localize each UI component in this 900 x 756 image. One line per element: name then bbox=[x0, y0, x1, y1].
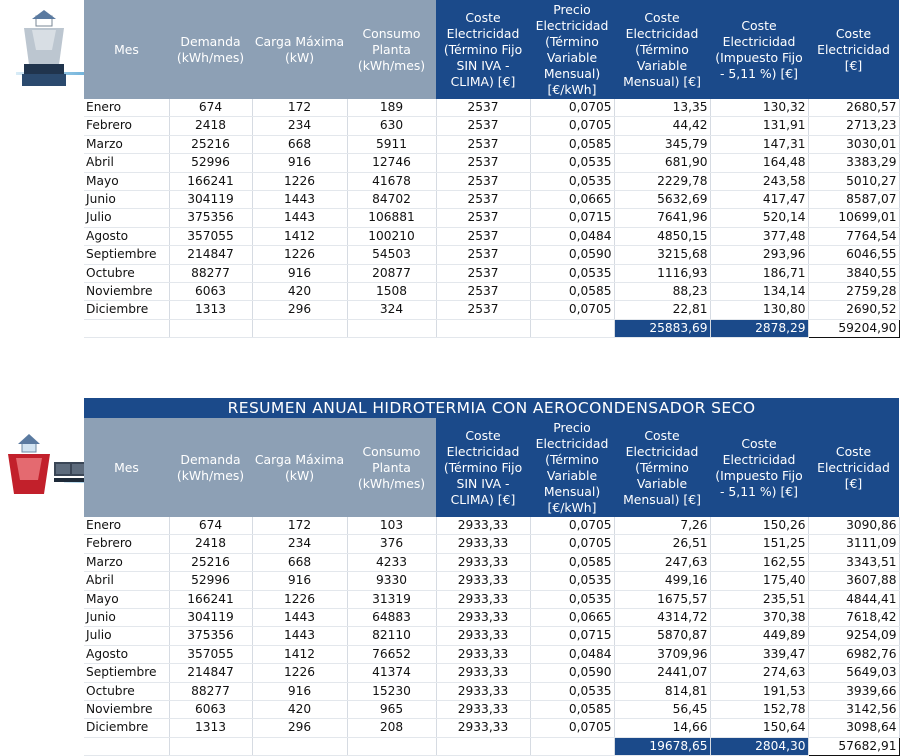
cell-mes: Abril bbox=[84, 572, 169, 590]
cell-fijo: 2933,33 bbox=[436, 682, 530, 700]
cell-carga: 916 bbox=[252, 264, 347, 282]
cell-precio: 0,0705 bbox=[530, 99, 614, 117]
cell-carga: 420 bbox=[252, 701, 347, 719]
table-row bbox=[84, 553, 899, 571]
cell-demanda: 357055 bbox=[169, 227, 252, 245]
cell-total: 3607,88 bbox=[808, 572, 899, 590]
cell-impuesto: 370,38 bbox=[710, 609, 808, 627]
cell-consumo: 630 bbox=[347, 117, 436, 135]
cell-total: 2759,28 bbox=[808, 283, 899, 301]
cell-variable: 88,23 bbox=[614, 283, 710, 301]
cell-fijo: 2537 bbox=[436, 209, 530, 227]
cell-consumo: 64883 bbox=[347, 609, 436, 627]
col-fijo-header: Coste Electricidad (Término Fijo SIN IVA - CLIMA) [€] bbox=[436, 0, 530, 99]
col-demanda-header: Demanda (kWh/mes) bbox=[169, 418, 252, 517]
cell-demanda: 88277 bbox=[169, 682, 252, 700]
cell-demanda: 1313 bbox=[169, 719, 252, 737]
cell-demanda: 52996 bbox=[169, 572, 252, 590]
cell-carga: 916 bbox=[252, 682, 347, 700]
cell-precio: 0,0484 bbox=[530, 645, 614, 663]
cell-consumo: 41374 bbox=[347, 664, 436, 682]
cell-consumo: 9330 bbox=[347, 572, 436, 590]
cell-fijo: 2933,33 bbox=[436, 719, 530, 737]
cell-carga: 1226 bbox=[252, 246, 347, 264]
cell-demanda: 375356 bbox=[169, 209, 252, 227]
cell-carga: 296 bbox=[252, 301, 347, 319]
cell-total: 3098,64 bbox=[808, 719, 899, 737]
cell-fijo: 2933,33 bbox=[436, 590, 530, 608]
cell-impuesto: 147,31 bbox=[710, 135, 808, 153]
cell-total: 4844,41 bbox=[808, 590, 899, 608]
cell-precio: 0,0665 bbox=[530, 191, 614, 209]
cell-carga: 172 bbox=[252, 517, 347, 535]
cell-mes: Marzo bbox=[84, 135, 169, 153]
cell-impuesto: 191,53 bbox=[710, 682, 808, 700]
cell-fijo: 2537 bbox=[436, 301, 530, 319]
total-coste: 59204,90 bbox=[808, 319, 899, 337]
totals-row bbox=[84, 319, 899, 337]
cell-total: 9254,09 bbox=[808, 627, 899, 645]
cell-total: 7764,54 bbox=[808, 227, 899, 245]
cell-consumo: 965 bbox=[347, 701, 436, 719]
cell-mes: Diciembre bbox=[84, 301, 169, 319]
cell-mes: Febrero bbox=[84, 535, 169, 553]
cell-fijo: 2933,33 bbox=[436, 701, 530, 719]
cell-precio: 0,0535 bbox=[530, 590, 614, 608]
cell-total: 6046,55 bbox=[808, 246, 899, 264]
cell-mes: Abril bbox=[84, 154, 169, 172]
cell-mes: Septiembre bbox=[84, 664, 169, 682]
cell-demanda: 375356 bbox=[169, 627, 252, 645]
cell-impuesto: 134,14 bbox=[710, 283, 808, 301]
cell-total: 6982,76 bbox=[808, 645, 899, 663]
cell-demanda: 166241 bbox=[169, 590, 252, 608]
cell-variable: 2441,07 bbox=[614, 664, 710, 682]
cell-variable: 4850,15 bbox=[614, 227, 710, 245]
cell-carga: 1443 bbox=[252, 627, 347, 645]
cell-fijo: 2537 bbox=[436, 283, 530, 301]
cell-mes: Noviembre bbox=[84, 701, 169, 719]
cell-demanda: 88277 bbox=[169, 264, 252, 282]
table-header-row bbox=[84, 418, 899, 517]
cell-precio: 0,0535 bbox=[530, 572, 614, 590]
cell-demanda: 25216 bbox=[169, 553, 252, 571]
cell-demanda: 25216 bbox=[169, 135, 252, 153]
cell-consumo: 20877 bbox=[347, 264, 436, 282]
cell-impuesto: 520,14 bbox=[710, 209, 808, 227]
cell-consumo: 189 bbox=[347, 99, 436, 117]
cell-precio: 0,0535 bbox=[530, 172, 614, 190]
table-row bbox=[84, 264, 899, 282]
cell-impuesto: 339,47 bbox=[710, 645, 808, 663]
table-row bbox=[84, 135, 899, 153]
cell-fijo: 2537 bbox=[436, 191, 530, 209]
cell-impuesto: 235,51 bbox=[710, 590, 808, 608]
cell-mes: Marzo bbox=[84, 553, 169, 571]
table-row bbox=[84, 301, 899, 319]
cell-fijo: 2537 bbox=[436, 154, 530, 172]
cell-precio: 0,0715 bbox=[530, 627, 614, 645]
cell-demanda: 52996 bbox=[169, 154, 252, 172]
cell-impuesto: 377,48 bbox=[710, 227, 808, 245]
cell-precio: 0,0484 bbox=[530, 227, 614, 245]
cell-variable: 5632,69 bbox=[614, 191, 710, 209]
cell-impuesto: 417,47 bbox=[710, 191, 808, 209]
cell-carga: 1226 bbox=[252, 590, 347, 608]
table-header-row bbox=[84, 0, 899, 99]
cell-fijo: 2537 bbox=[436, 264, 530, 282]
cell-impuesto: 175,40 bbox=[710, 572, 808, 590]
cost-table-1 bbox=[84, 0, 900, 338]
cell-variable: 14,66 bbox=[614, 719, 710, 737]
cell-total: 7618,42 bbox=[808, 609, 899, 627]
cell-demanda: 304119 bbox=[169, 609, 252, 627]
cell-mes: Enero bbox=[84, 99, 169, 117]
cell-variable: 22,81 bbox=[614, 301, 710, 319]
cell-variable: 7641,96 bbox=[614, 209, 710, 227]
cell-mes: Enero bbox=[84, 517, 169, 535]
table-row bbox=[84, 154, 899, 172]
col-demanda-header: Demanda (kWh/mes) bbox=[169, 0, 252, 99]
table-row bbox=[84, 283, 899, 301]
cell-impuesto: 243,58 bbox=[710, 172, 808, 190]
cell-demanda: 674 bbox=[169, 517, 252, 535]
total-impuesto: 2804,30 bbox=[710, 737, 808, 755]
cell-consumo: 376 bbox=[347, 535, 436, 553]
cell-impuesto: 150,26 bbox=[710, 517, 808, 535]
col-consumo-header: Consumo Planta (kWh/mes) bbox=[347, 0, 436, 99]
cell-variable: 681,90 bbox=[614, 154, 710, 172]
cell-variable: 3709,96 bbox=[614, 645, 710, 663]
cell-carga: 234 bbox=[252, 535, 347, 553]
cell-precio: 0,0705 bbox=[530, 117, 614, 135]
cell-precio: 0,0535 bbox=[530, 264, 614, 282]
cell-carga: 1412 bbox=[252, 645, 347, 663]
col-consumo-header: Consumo Planta (kWh/mes) bbox=[347, 418, 436, 517]
cell-total: 3939,66 bbox=[808, 682, 899, 700]
table-row bbox=[84, 246, 899, 264]
cell-precio: 0,0585 bbox=[530, 283, 614, 301]
cell-demanda: 2418 bbox=[169, 535, 252, 553]
cell-consumo: 106881 bbox=[347, 209, 436, 227]
cell-mes: Noviembre bbox=[84, 283, 169, 301]
cell-variable: 2229,78 bbox=[614, 172, 710, 190]
cell-variable: 247,63 bbox=[614, 553, 710, 571]
cell-fijo: 2933,33 bbox=[436, 572, 530, 590]
cell-demanda: 166241 bbox=[169, 172, 252, 190]
col-precio-header: Precio Electricidad (Término Variable Mensual) [€/kWh] bbox=[530, 0, 614, 99]
table-row bbox=[84, 535, 899, 553]
cell-impuesto: 164,48 bbox=[710, 154, 808, 172]
table-row bbox=[84, 590, 899, 608]
cell-carga: 1443 bbox=[252, 191, 347, 209]
cell-carga: 1412 bbox=[252, 227, 347, 245]
cell-consumo: 41678 bbox=[347, 172, 436, 190]
cell-impuesto: 293,96 bbox=[710, 246, 808, 264]
cell-carga: 296 bbox=[252, 719, 347, 737]
cell-variable: 13,35 bbox=[614, 99, 710, 117]
table-row bbox=[84, 664, 899, 682]
col-mes-header: Mes bbox=[84, 0, 169, 99]
cell-variable: 499,16 bbox=[614, 572, 710, 590]
cell-carga: 234 bbox=[252, 117, 347, 135]
cell-fijo: 2933,33 bbox=[436, 609, 530, 627]
cell-consumo: 15230 bbox=[347, 682, 436, 700]
cell-consumo: 100210 bbox=[347, 227, 436, 245]
cell-total: 5649,03 bbox=[808, 664, 899, 682]
cell-impuesto: 162,55 bbox=[710, 553, 808, 571]
col-carga-header: Carga Máxima (kW) bbox=[252, 418, 347, 517]
cell-total: 3111,09 bbox=[808, 535, 899, 553]
cell-consumo: 82110 bbox=[347, 627, 436, 645]
table-2-title: RESUMEN ANUAL HIDROTERMIA CON AEROCONDENSADOR SECO bbox=[84, 398, 899, 418]
col-fijo-header: Coste Electricidad (Término Fijo SIN IVA - CLIMA) [€] bbox=[436, 418, 530, 517]
cell-total: 3840,55 bbox=[808, 264, 899, 282]
cell-mes: Junio bbox=[84, 191, 169, 209]
cell-variable: 7,26 bbox=[614, 517, 710, 535]
col-variable-header: Coste Electricidad (Término Variable Mensual) [€] bbox=[614, 418, 710, 517]
total-coste: 57682,91 bbox=[808, 737, 899, 755]
cell-carga: 916 bbox=[252, 154, 347, 172]
cell-variable: 44,42 bbox=[614, 117, 710, 135]
table-row bbox=[84, 719, 899, 737]
cell-consumo: 324 bbox=[347, 301, 436, 319]
cell-total: 8587,07 bbox=[808, 191, 899, 209]
table-row bbox=[84, 701, 899, 719]
cell-total: 2713,23 bbox=[808, 117, 899, 135]
cell-variable: 5870,87 bbox=[614, 627, 710, 645]
cell-precio: 0,0590 bbox=[530, 246, 614, 264]
cell-precio: 0,0705 bbox=[530, 535, 614, 553]
cell-carga: 1226 bbox=[252, 664, 347, 682]
col-impuesto-header: Coste Electricidad (Impuesto Fijo - 5,11 %) [€] bbox=[710, 0, 808, 99]
cell-impuesto: 186,71 bbox=[710, 264, 808, 282]
cell-impuesto: 274,63 bbox=[710, 664, 808, 682]
cell-precio: 0,0585 bbox=[530, 553, 614, 571]
cell-fijo: 2933,33 bbox=[436, 517, 530, 535]
col-mes-header: Mes bbox=[84, 418, 169, 517]
cell-total: 10699,01 bbox=[808, 209, 899, 227]
cell-impuesto: 130,80 bbox=[710, 301, 808, 319]
cell-fijo: 2537 bbox=[436, 246, 530, 264]
cell-carga: 420 bbox=[252, 283, 347, 301]
cell-consumo: 208 bbox=[347, 719, 436, 737]
cell-precio: 0,0715 bbox=[530, 209, 614, 227]
cell-demanda: 214847 bbox=[169, 664, 252, 682]
cell-precio: 0,0585 bbox=[530, 701, 614, 719]
total-impuesto: 2878,29 bbox=[710, 319, 808, 337]
cell-fijo: 2537 bbox=[436, 117, 530, 135]
cell-precio: 0,0590 bbox=[530, 664, 614, 682]
cell-consumo: 54503 bbox=[347, 246, 436, 264]
cell-mes: Octubre bbox=[84, 264, 169, 282]
cell-impuesto: 150,64 bbox=[710, 719, 808, 737]
cell-total: 2690,52 bbox=[808, 301, 899, 319]
cell-carga: 1443 bbox=[252, 209, 347, 227]
cell-demanda: 304119 bbox=[169, 191, 252, 209]
cell-variable: 56,45 bbox=[614, 701, 710, 719]
cell-fijo: 2933,33 bbox=[436, 664, 530, 682]
cell-total: 2680,57 bbox=[808, 99, 899, 117]
table-row bbox=[84, 517, 899, 535]
cell-total: 5010,27 bbox=[808, 172, 899, 190]
cell-demanda: 6063 bbox=[169, 701, 252, 719]
cell-carga: 172 bbox=[252, 99, 347, 117]
cell-total: 3343,51 bbox=[808, 553, 899, 571]
cell-fijo: 2933,33 bbox=[436, 645, 530, 663]
col-impuesto-header: Coste Electricidad (Impuesto Fijo - 5,11 %) [€] bbox=[710, 418, 808, 517]
cell-consumo: 103 bbox=[347, 517, 436, 535]
cell-variable: 345,79 bbox=[614, 135, 710, 153]
total-variable: 25883,69 bbox=[614, 319, 710, 337]
cell-fijo: 2537 bbox=[436, 135, 530, 153]
cell-demanda: 2418 bbox=[169, 117, 252, 135]
cell-demanda: 6063 bbox=[169, 283, 252, 301]
cell-mes: Septiembre bbox=[84, 246, 169, 264]
cell-fijo: 2933,33 bbox=[436, 535, 530, 553]
cell-carga: 668 bbox=[252, 135, 347, 153]
cell-mes: Octubre bbox=[84, 682, 169, 700]
col-carga-header: Carga Máxima (kW) bbox=[252, 0, 347, 99]
cell-consumo: 4233 bbox=[347, 553, 436, 571]
cell-carga: 1226 bbox=[252, 172, 347, 190]
table-row bbox=[84, 172, 899, 190]
col-variable-header: Coste Electricidad (Término Variable Mensual) [€] bbox=[614, 0, 710, 99]
cell-fijo: 2537 bbox=[436, 172, 530, 190]
cell-total: 3383,29 bbox=[808, 154, 899, 172]
cell-fijo: 2537 bbox=[436, 99, 530, 117]
cell-mes: Diciembre bbox=[84, 719, 169, 737]
cell-variable: 814,81 bbox=[614, 682, 710, 700]
cell-demanda: 674 bbox=[169, 99, 252, 117]
cell-mes: Febrero bbox=[84, 117, 169, 135]
cell-impuesto: 130,32 bbox=[710, 99, 808, 117]
col-total-header: Coste Electricidad [€] bbox=[808, 0, 899, 99]
cost-table-2 bbox=[84, 398, 900, 756]
cell-impuesto: 449,89 bbox=[710, 627, 808, 645]
table-row bbox=[84, 682, 899, 700]
cell-consumo: 84702 bbox=[347, 191, 436, 209]
cell-consumo: 12746 bbox=[347, 154, 436, 172]
cell-impuesto: 131,91 bbox=[710, 117, 808, 135]
cell-precio: 0,0535 bbox=[530, 682, 614, 700]
table-row bbox=[84, 191, 899, 209]
cell-variable: 1675,57 bbox=[614, 590, 710, 608]
cell-mes: Mayo bbox=[84, 172, 169, 190]
cell-variable: 26,51 bbox=[614, 535, 710, 553]
cell-consumo: 31319 bbox=[347, 590, 436, 608]
table-row bbox=[84, 572, 899, 590]
cell-demanda: 357055 bbox=[169, 645, 252, 663]
cell-carga: 916 bbox=[252, 572, 347, 590]
cell-carga: 1443 bbox=[252, 609, 347, 627]
col-total-header: Coste Electricidad [€] bbox=[808, 418, 899, 517]
total-variable: 19678,65 bbox=[614, 737, 710, 755]
cell-demanda: 1313 bbox=[169, 301, 252, 319]
cell-total: 3090,86 bbox=[808, 517, 899, 535]
cell-variable: 4314,72 bbox=[614, 609, 710, 627]
cell-mes: Mayo bbox=[84, 590, 169, 608]
cell-mes: Julio bbox=[84, 209, 169, 227]
col-precio-header: Precio Electricidad (Término Variable Mensual) [€/kWh] bbox=[530, 418, 614, 517]
cell-total: 3030,01 bbox=[808, 135, 899, 153]
cell-fijo: 2933,33 bbox=[436, 627, 530, 645]
cell-precio: 0,0705 bbox=[530, 301, 614, 319]
cell-impuesto: 151,25 bbox=[710, 535, 808, 553]
cell-variable: 3215,68 bbox=[614, 246, 710, 264]
cell-total: 3142,56 bbox=[808, 701, 899, 719]
cell-consumo: 5911 bbox=[347, 135, 436, 153]
cell-fijo: 2933,33 bbox=[436, 553, 530, 571]
cell-mes: Agosto bbox=[84, 645, 169, 663]
cell-impuesto: 152,78 bbox=[710, 701, 808, 719]
cell-mes: Junio bbox=[84, 609, 169, 627]
table-row bbox=[84, 627, 899, 645]
table-row bbox=[84, 209, 899, 227]
cell-precio: 0,0705 bbox=[530, 719, 614, 737]
cell-mes: Agosto bbox=[84, 227, 169, 245]
table-row bbox=[84, 227, 899, 245]
cell-demanda: 214847 bbox=[169, 246, 252, 264]
cell-carga: 668 bbox=[252, 553, 347, 571]
cell-mes: Julio bbox=[84, 627, 169, 645]
table-row bbox=[84, 117, 899, 135]
table-row bbox=[84, 645, 899, 663]
cell-fijo: 2537 bbox=[436, 227, 530, 245]
table-row bbox=[84, 99, 899, 117]
cell-precio: 0,0585 bbox=[530, 135, 614, 153]
cell-precio: 0,0535 bbox=[530, 154, 614, 172]
cell-variable: 1116,93 bbox=[614, 264, 710, 282]
cell-precio: 0,0665 bbox=[530, 609, 614, 627]
cell-consumo: 1508 bbox=[347, 283, 436, 301]
cell-precio: 0,0705 bbox=[530, 517, 614, 535]
table-row bbox=[84, 609, 899, 627]
cell-consumo: 76652 bbox=[347, 645, 436, 663]
